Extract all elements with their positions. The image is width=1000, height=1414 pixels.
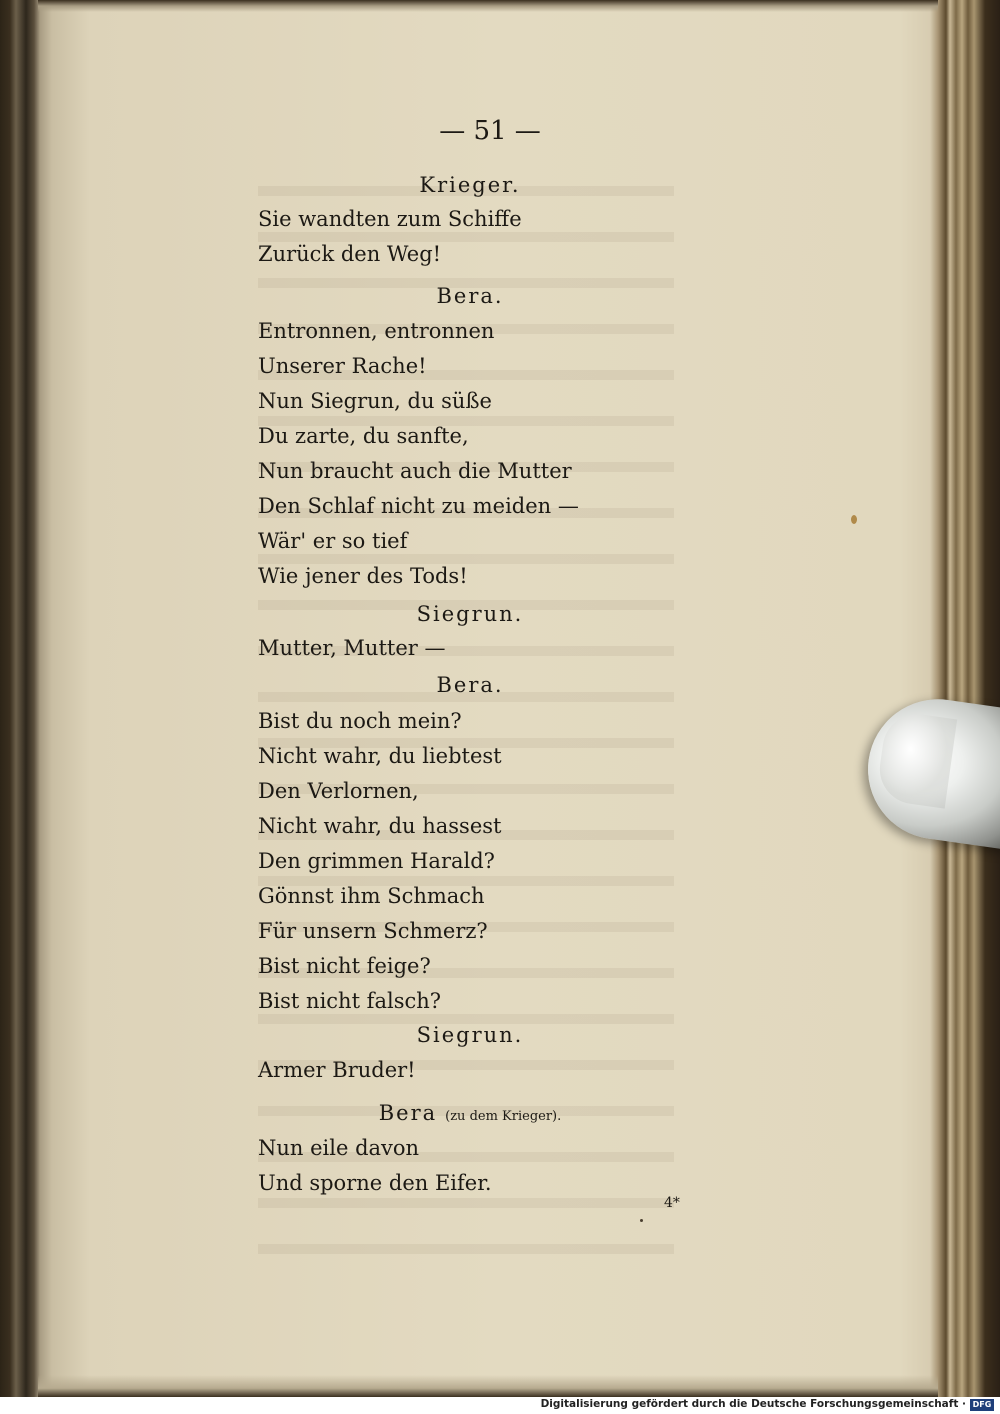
line-text: Bist nicht falsch? <box>258 989 442 1013</box>
speaker-name <box>270 1100 670 1130</box>
page-bottom-shadow <box>38 1375 938 1397</box>
verse-line <box>258 493 579 519</box>
verse-line <box>258 918 488 944</box>
paper-stain <box>851 515 857 524</box>
verse-line <box>258 883 485 909</box>
line-text: Bera. <box>436 284 504 308</box>
verse-line <box>258 1135 419 1161</box>
verse-line <box>258 848 495 874</box>
line-text: Für unsern Schmerz? <box>258 919 488 943</box>
line-text: Siegrun. <box>416 1023 524 1047</box>
line-text: Bera. <box>436 673 504 697</box>
line-text: Nun Siegrun, du süße <box>258 389 492 413</box>
verse-line <box>258 241 441 267</box>
page-top-shadow <box>38 0 938 12</box>
page-clip-holder <box>859 690 1000 850</box>
line-text: Den Schlaf nicht zu meiden — <box>258 494 579 518</box>
line-text: Den Verlornen, <box>258 779 419 803</box>
line-text: Mutter, Mutter — <box>258 636 446 660</box>
verse-line <box>258 953 431 979</box>
line-text: Nun eile davon <box>258 1136 420 1160</box>
line-text: Zurück den Weg! <box>258 242 442 266</box>
verse-line <box>258 318 494 344</box>
footer-credit: Digitalisierung gefördert durch die Deutsche Forschungsgemeinschaft · <box>540 1398 966 1410</box>
printer-signature-mark: 4* <box>664 1195 680 1211</box>
verse-line <box>258 423 469 449</box>
line-text: Bera <box>378 1101 438 1125</box>
verse-line <box>258 988 441 1014</box>
verse-line <box>258 1170 492 1196</box>
line-text: Sie wandten zum Schiffe <box>258 207 522 231</box>
verse-line <box>258 353 427 379</box>
line-text: Wie jener des Tods! <box>258 564 468 588</box>
speaker-name <box>270 601 670 627</box>
verse-line <box>258 813 501 839</box>
speaker-name <box>270 172 670 198</box>
line-text: Wär' er so tief <box>258 529 408 553</box>
verse-line <box>258 528 407 554</box>
verse-line <box>258 458 572 484</box>
ink-dot <box>640 1219 643 1222</box>
speaker-name <box>270 1022 670 1048</box>
page-number: — 51 — <box>439 116 541 146</box>
line-text: Entronnen, entronnen <box>258 319 495 343</box>
clip-highlight <box>875 710 957 809</box>
line-text: Krieger. <box>419 173 521 197</box>
line-text: Gönnst ihm Schmach <box>258 884 485 908</box>
stage-direction: (zu dem Krieger). <box>445 1109 562 1124</box>
line-text: Du zarte, du sanfte, <box>258 424 469 448</box>
line-text: Nun braucht auch die Mutter <box>258 459 572 483</box>
verse-line <box>258 563 468 589</box>
line-text: Nicht wahr, du hassest <box>258 814 502 838</box>
line-text: Siegrun. <box>416 602 524 626</box>
line-text: Bist du noch mein? <box>258 709 462 733</box>
line-text: Unserer Rache! <box>258 354 427 378</box>
verse-line <box>258 635 445 661</box>
digitization-footer <box>0 1397 1000 1414</box>
verse-line <box>258 1057 416 1083</box>
speaker-name <box>270 283 670 309</box>
line-text: Und sporne den Eifer. <box>258 1171 492 1195</box>
line-text: Armer Bruder! <box>258 1058 416 1082</box>
dfg-logo: DFG <box>970 1399 994 1411</box>
line-text: Den grimmen Harald? <box>258 849 495 873</box>
speaker-name <box>270 672 670 698</box>
verse-line <box>258 708 462 734</box>
verse-line <box>258 778 419 804</box>
line-text: Bist nicht feige? <box>258 954 431 978</box>
verse-line <box>258 743 502 769</box>
verse-line <box>258 206 522 232</box>
line-text: Nicht wahr, du liebtest <box>258 744 502 768</box>
verse-line <box>258 388 492 414</box>
